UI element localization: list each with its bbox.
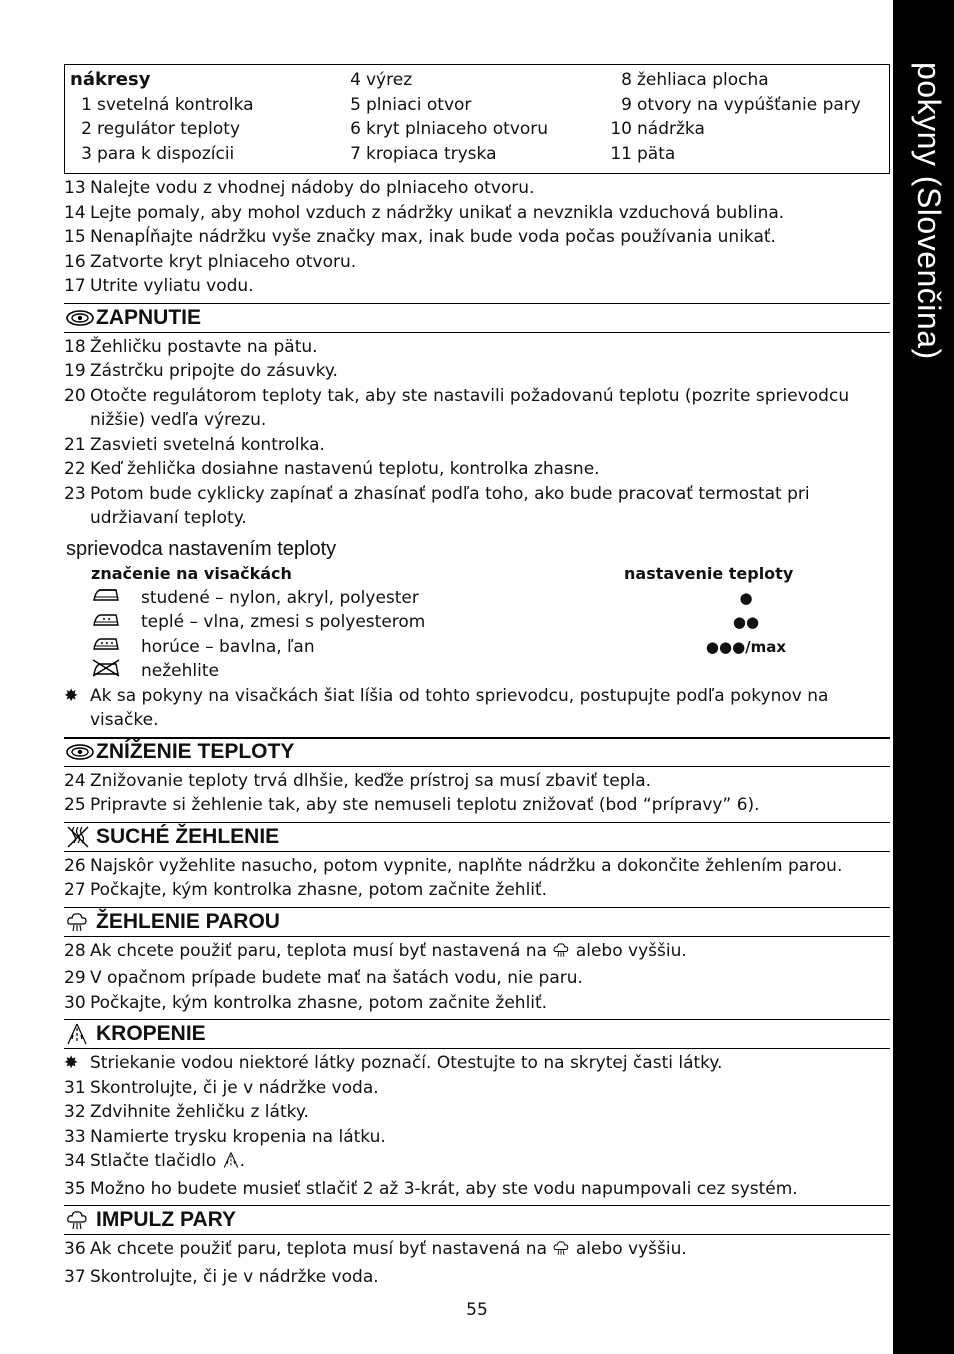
section-header-dry-ironing (64, 822, 890, 852)
warning-star-icon: ✸ (64, 1053, 79, 1073)
parts-list-box (64, 64, 890, 174)
eye-icon (64, 743, 96, 761)
part-item: 4 výrez (350, 70, 413, 90)
spray-steps (64, 1051, 890, 1201)
step-item: 36 Ak chcete použiť paru, teplota musí byť nastavená na alebo vyššiu. (64, 1237, 890, 1265)
part-item: 3 para k dispozícii (81, 143, 235, 164)
steam-burst-steps (64, 1237, 890, 1289)
guide-row (64, 659, 890, 684)
part-item: 10 nádržka (610, 119, 705, 139)
guide-label: studené – nylon, akryl, polyester (141, 587, 419, 608)
guide-row (64, 635, 890, 660)
guide-title: sprievodca nastavením teploty (66, 537, 337, 560)
step-item: 26 Najskôr vyžehlite nasucho, potom vypnite, naplňte nádržku a dokončite žehlením parou. (64, 855, 843, 876)
step-item: 17 Utrite vyliatu vodu. (64, 276, 254, 296)
page-content (64, 64, 890, 1289)
section-title: SUCHÉ ŽEHLENIE (96, 824, 280, 848)
step-item: 18 Žehličku postavte na pätu. (64, 336, 318, 357)
section-header-spray (64, 1019, 890, 1049)
step-item: 34 Stlačte tlačidlo . (64, 1149, 890, 1177)
step-item: 37 Skontrolujte, či je v nádržke voda. (64, 1266, 379, 1287)
step-item: 19 Zástrčku pripojte do zásuvky. (64, 361, 338, 381)
step-item: 23 Potom bude cyklicky zapínať a zhasínať podľa toho, ako bude pracovať termostat pri udržiavaní teploty. (64, 483, 810, 528)
section-title: ZNÍŽENIE TEPLOTY (96, 740, 295, 763)
step-item: 24 Znižovanie teploty trvá dlhšie, keďže prístroj sa musí zbaviť tepla. (64, 770, 652, 791)
iron-three-dots-icon (91, 634, 121, 660)
guide-label: teplé – vlna, zmesi s polyesterom (141, 612, 426, 632)
page-number: 55 (466, 1300, 488, 1320)
parts-column-3 (610, 68, 861, 166)
part-item: 6 kryt plniaceho otvoru (350, 119, 549, 139)
steam-cloud-icon (552, 1239, 570, 1265)
step-item: 21 Zasvieti svetelná kontrolka. (64, 434, 325, 455)
guide-row (64, 610, 890, 635)
step-item: 31 Skontrolujte, či je v nádržke voda. (64, 1077, 379, 1098)
guide-row (64, 586, 890, 611)
section-title: ZAPNUTIE (96, 305, 201, 329)
iron-one-dot-icon (91, 585, 121, 611)
part-item: 5 plniaci otvor (350, 94, 472, 115)
guide-value: ● (739, 588, 753, 607)
guide-value: ●● (732, 613, 760, 631)
section-title: IMPULZ PARY (96, 1208, 236, 1231)
part-item: 11 päta (610, 143, 676, 164)
parts-column-2 (349, 68, 548, 166)
switch-on-steps (64, 335, 890, 531)
steam-cloud-icon (64, 1208, 96, 1232)
step-item: 20 Otočte regulátorom teploty tak, aby ste nastavili požadovanú teplotu (pozrite sprievodcu nižšie) vedľa výrezu. (64, 385, 850, 430)
language-side-tab (893, 0, 954, 1354)
reduce-temperature-steps (64, 769, 890, 818)
spray-icon (64, 1022, 96, 1046)
guide-note: ✸ Ak sa pokyny na visačkách šiat líšia od tohto sprievodcu, postupujte podľa pokynov na visačke. (64, 684, 890, 733)
section-header-reduce-temperature (64, 737, 890, 767)
step-item: 13 Nalejte vodu z vhodnej nádoby do plniaceho otvoru. (64, 178, 535, 198)
part-item: 2 regulátor teploty (81, 119, 241, 139)
dry-ironing-steps (64, 854, 890, 903)
part-item: 9 otvory na vypúšťanie pary (621, 94, 861, 115)
step-item: 22 Keď žehlička dosiahne nastavenú teplotu, kontrolka zhasne. (64, 459, 600, 479)
step-item: 15 Nenapĺňajte nádržku vyše značky max, inak bude voda počas používania unikať. (64, 227, 776, 247)
step-item: 28 Ak chcete použiť paru, teplota musí byť nastavená na alebo vyššiu. (64, 939, 890, 967)
section-header-steam-ironing (64, 907, 890, 937)
warning-star-icon: ✸ (64, 685, 79, 706)
step-item: 29 V opačnom prípade budete mať na šatách vodu, nie paru. (64, 968, 583, 988)
guide-label: nežehlite (141, 661, 219, 681)
spray-icon (222, 1151, 240, 1177)
iron-two-dots-icon (91, 610, 121, 636)
section-header-switch-on (64, 303, 890, 333)
step-item: 25 Pripravte si žehlenie tak, aby ste nemuseli teplotu znižovať (bod “prípravy” 6). (64, 795, 760, 815)
filling-steps (64, 176, 890, 299)
steam-cloud-icon (64, 910, 96, 934)
step-item: 27 Počkajte, kým kontrolka zhasne, potom začnite žehliť. (64, 880, 548, 900)
guide-header (64, 562, 890, 586)
parts-column-1 (70, 68, 254, 166)
steam-ironing-steps (64, 939, 890, 1016)
step-item: 16 Zatvorte kryt plniaceho otvoru. (64, 251, 357, 272)
step-item: 33 Namierte trysku kropenia na látku. (64, 1126, 386, 1147)
step-item: 30 Počkajte, kým kontrolka zhasne, potom začnite žehliť. (64, 992, 548, 1013)
section-header-steam-burst (64, 1205, 890, 1235)
eye-icon (64, 309, 96, 327)
step-item: 32 Zdvihnite žehličku z látky. (64, 1102, 309, 1122)
guide-head-label: značenie na visačkách (91, 563, 292, 583)
part-item: 8 žehliaca plocha (621, 70, 769, 90)
step-item: 14 Lejte pomaly, aby mohol vzduch z nádržky unikať a nevznikla vzduchová bublina. (64, 202, 785, 223)
warning-note: ✸ Striekanie vodou niektoré látky poznačí. Otestujte to na skrytej časti látky. (64, 1051, 890, 1076)
step-item: 35 Možno ho budete musieť stlačiť 2 až 3-krát, aby ste vodu napumpovali cez systém. (64, 1178, 798, 1199)
steam-cloud-icon (552, 941, 570, 967)
guide-label: horúce – bavlna, ľan (141, 636, 315, 657)
part-item: 1 svetelná kontrolka (81, 94, 254, 115)
section-title: ŽEHLENIE PAROU (96, 909, 280, 933)
no-steam-icon (64, 825, 96, 849)
section-title: KROPENIE (96, 1022, 206, 1045)
guide-head-value: nastavenie teploty (624, 563, 794, 583)
guide-value: ●●●/max (705, 637, 787, 656)
do-not-iron-icon (91, 659, 121, 685)
parts-title: nákresy (70, 69, 151, 90)
part-item: 7 kropiaca tryska (350, 143, 497, 164)
side-tab-label: pokyny (Slovenčina) (911, 62, 947, 360)
